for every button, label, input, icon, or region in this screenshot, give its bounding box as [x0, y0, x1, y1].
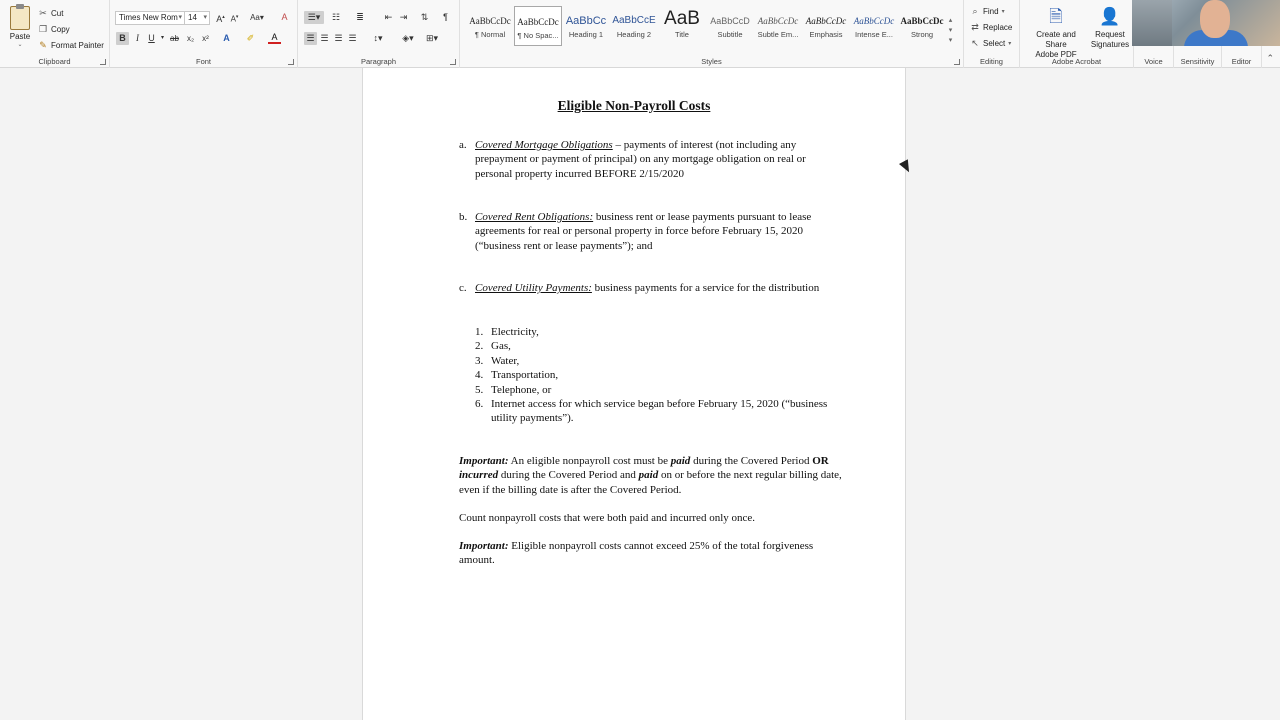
style-sample: AaBbCcDc — [517, 17, 559, 27]
utility-list-item — [475, 325, 845, 339]
signature-user-icon: 👤 — [1099, 7, 1121, 26]
numbering-icon[interactable]: ☷ — [331, 12, 341, 22]
document-title: Eligible Non-Payroll Costs — [557, 98, 711, 113]
list-item — [459, 281, 845, 295]
bullets-icon[interactable]: ☰▾ — [304, 11, 324, 24]
important-label: Important: — [459, 540, 509, 552]
style-sample: AaB — [664, 8, 700, 29]
style-normal[interactable] — [466, 6, 514, 46]
item-heading: Covered Rent Obligations: — [475, 211, 594, 223]
ribbon — [0, 0, 1280, 68]
style-no-spacing[interactable] — [514, 6, 562, 46]
font-group-label: Font — [195, 57, 211, 66]
webcam-person-head — [1200, 0, 1230, 38]
style-name: Emphasis — [809, 30, 843, 39]
clipboard-group-label: Clipboard — [38, 57, 71, 66]
list-text: Internet access for which service began before February 15, 2020 (“business utility payments”). — [491, 398, 828, 425]
style-heading-2[interactable] — [610, 6, 658, 46]
cut-button[interactable] — [38, 8, 63, 18]
paragraph-text: Eligible nonpayroll costs cannot exceed 25% of the total forgiveness amount. — [459, 540, 814, 567]
paragraph-dialog-launcher[interactable] — [450, 59, 456, 65]
editing-group-label: Editing — [980, 57, 1003, 66]
decrease-indent-icon[interactable]: ⇤ — [384, 12, 393, 22]
collapse-ribbon-icon[interactable]: ⌃ — [1266, 53, 1274, 63]
align-right-icon[interactable]: ☰ — [334, 33, 343, 43]
style-sample: AaBbCcE — [612, 15, 656, 26]
chevron-down-icon: ▾ — [203, 14, 207, 21]
utility-list-item — [475, 354, 845, 368]
request-label-2: Signatures — [1090, 40, 1130, 49]
item-body — [475, 281, 845, 295]
item-heading: Covered Mortgage Obligations — [475, 139, 613, 151]
text-effects-icon[interactable]: A — [223, 33, 230, 43]
list-number: 6. — [475, 398, 484, 411]
increase-indent-icon[interactable]: ⇥ — [399, 12, 408, 22]
create-pdf-label-2: Adobe PDF — [1035, 50, 1077, 59]
shading-icon[interactable]: ◈▾ — [402, 33, 414, 43]
chevron-down-icon: ▾ — [178, 14, 182, 21]
utility-list-item — [475, 383, 845, 397]
paragraph-text: during the Covered Period and — [498, 469, 639, 482]
underline-icon[interactable]: U — [148, 33, 155, 43]
search-icon: ⌕ — [972, 6, 978, 16]
chevron-down-icon: ▾ — [1008, 40, 1012, 47]
style-name: ¶ Normal — [474, 30, 506, 39]
style-strong[interactable] — [898, 6, 946, 46]
clipboard-icon — [10, 6, 30, 30]
font-group — [110, 0, 298, 68]
style-name: Strong — [910, 30, 934, 39]
style-subtle-emphasis[interactable] — [754, 6, 802, 46]
clipboard-dialog-launcher[interactable] — [100, 59, 106, 65]
list-text: Gas, — [491, 340, 511, 353]
justify-icon[interactable]: ☰ — [348, 33, 357, 43]
list-number: 2. — [475, 340, 484, 353]
important-paragraph-1 — [459, 454, 845, 497]
align-center-icon[interactable]: ☰ — [320, 33, 329, 43]
important-label: Important: — [459, 455, 509, 467]
paragraph-group-label: Paragraph — [360, 57, 397, 66]
italic-icon[interactable]: I — [136, 33, 139, 43]
select-button[interactable] — [970, 38, 1011, 48]
strikethrough-icon[interactable]: ab — [170, 34, 179, 43]
list-text: Water, — [491, 354, 520, 367]
list-text: Transportation, — [491, 369, 559, 382]
find-label: Find — [983, 6, 999, 16]
font-size-value: 14 — [188, 13, 197, 22]
paragraph-text: during the Covered Period — [690, 455, 813, 467]
style-sample: AaBbCc — [565, 15, 607, 27]
font-dialog-launcher[interactable] — [288, 59, 294, 65]
emphasis-paid: paid — [638, 469, 659, 482]
chevron-down-icon: ▾ — [1001, 8, 1005, 15]
clear-formatting-icon[interactable]: A — [281, 12, 288, 22]
shrink-font-icon[interactable]: A▾ — [230, 14, 239, 24]
style-heading-1[interactable] — [562, 6, 610, 46]
align-left-icon[interactable]: ☰ — [304, 32, 317, 45]
list-number: 5. — [475, 383, 484, 396]
bold-icon[interactable]: B — [116, 32, 129, 45]
list-item — [459, 210, 845, 253]
paragraph-group — [298, 0, 460, 68]
pdf-document-icon: 🗎 — [1049, 7, 1063, 26]
font-name-value: Times New Rom — [119, 13, 178, 22]
emphasis-or: OR — [812, 455, 829, 467]
list-number: 3. — [475, 354, 484, 367]
change-case-icon[interactable]: Aa▾ — [250, 13, 264, 22]
multilevel-list-icon[interactable]: ≣ — [356, 12, 364, 22]
pilcrow-icon[interactable]: ¶ — [443, 12, 448, 22]
sort-icon[interactable]: ⇅ — [420, 12, 429, 22]
replace-label: Replace — [983, 22, 1013, 32]
style-sample: AaBbCcD — [710, 16, 750, 26]
list-number: 4. — [475, 369, 484, 382]
style-name: Intense E... — [855, 30, 893, 39]
utility-list-item — [475, 339, 845, 353]
item-letter: a. — [459, 139, 467, 151]
grow-font-icon[interactable]: A▴ — [216, 14, 225, 24]
style-sample: AaBbCcDc — [805, 16, 847, 26]
style-title[interactable] — [658, 6, 706, 46]
style-sample: AaBbCcDc — [853, 16, 895, 26]
paragraph-text: An eligible nonpayroll cost must be — [508, 455, 671, 467]
line-spacing-icon[interactable]: ↕▾ — [373, 33, 383, 43]
acrobat-group-label: Adobe Acrobat — [1051, 57, 1102, 66]
format-painter-label: Format Painter — [51, 40, 104, 50]
emphasis-paid: paid — [670, 455, 691, 467]
sensitivity-label: Sensitivity — [1180, 57, 1215, 66]
styles-dialog-launcher[interactable] — [954, 59, 960, 65]
cursor-select-icon: ↖ — [971, 38, 979, 48]
style-name: Heading 2 — [616, 30, 652, 39]
format-painter-button[interactable] — [38, 40, 104, 50]
style-intense-emphasis[interactable] — [850, 6, 898, 46]
acrobat-group — [1020, 0, 1134, 68]
item-letter: c. — [459, 282, 467, 294]
subscript-icon[interactable]: x₂ — [186, 34, 195, 43]
list-text: Electricity, — [491, 326, 539, 338]
copy-button[interactable] — [38, 24, 70, 34]
clipboard-group — [0, 0, 110, 68]
copy-icon: ❐ — [38, 24, 48, 34]
item-body — [475, 138, 845, 181]
copy-label: Copy — [51, 24, 70, 34]
editing-group — [964, 0, 1020, 68]
font-color-icon[interactable]: A — [268, 32, 281, 44]
list-number: 1. — [475, 326, 484, 338]
paragraph-text: on or before the next regular billing date, even if the billing date is after the Covered Period. — [459, 469, 842, 496]
font-name-combo[interactable] — [115, 11, 185, 25]
style-name: Heading 1 — [568, 30, 604, 39]
document-page[interactable] — [362, 68, 906, 720]
item-text: business payments for a service for the distribution — [591, 282, 820, 294]
webcam-overlay — [1132, 0, 1280, 46]
item-text: business rent or lease payments pursuant to lease agreements for real or personal property in force before February 15, 2020 (“business rent or lease payments”); and — [475, 211, 812, 252]
emphasis-incurred: incurred — [459, 469, 499, 482]
paste-label: Paste — [9, 32, 31, 41]
styles-gallery — [466, 6, 954, 48]
highlighter-icon[interactable]: ✐ — [246, 33, 255, 43]
important-paragraph-2 — [459, 539, 845, 568]
list-item — [459, 138, 845, 181]
item-letter: b. — [459, 211, 468, 223]
voice-label: Voice — [1144, 57, 1163, 66]
find-button[interactable] — [970, 6, 1005, 16]
style-name: Subtle Em... — [757, 30, 799, 39]
create-pdf-label-1: Create and Share — [1036, 30, 1076, 49]
style-name: ¶ No Spac... — [517, 31, 559, 40]
styles-gallery-scroll[interactable]: ▴ ▾ ▾ — [948, 17, 953, 44]
utility-list — [475, 325, 845, 426]
style-sample: AaBbCcDc — [469, 16, 511, 26]
paintbrush-icon: ✎ — [39, 40, 47, 50]
style-subtitle[interactable] — [706, 6, 754, 46]
webcam-background — [1132, 0, 1172, 46]
style-emphasis[interactable] — [802, 6, 850, 46]
create-share-pdf-button[interactable] — [1026, 6, 1086, 60]
editor-label: Editor — [1231, 57, 1252, 66]
document-canvas[interactable] — [0, 68, 1280, 720]
style-name: Subtitle — [717, 30, 743, 39]
request-signatures-button[interactable] — [1088, 6, 1132, 50]
count-note-paragraph: Count nonpayroll costs that were both paid and incurred only once. — [459, 512, 756, 524]
font-size-combo[interactable] — [184, 11, 210, 25]
item-text: – payments of interest (not including any prepayment or payment of principal) on any mortgage obligation on real or personal property incurred BEFORE 2/15/2020 — [475, 139, 806, 180]
utility-list-item — [475, 368, 845, 382]
scissors-icon: ✂ — [39, 8, 47, 18]
replace-icon: ⇄ — [971, 22, 979, 32]
select-label: Select — [983, 38, 1006, 48]
item-body — [475, 210, 845, 253]
request-label-1: Request — [1095, 30, 1125, 39]
replace-button[interactable] — [970, 22, 1012, 32]
paste-button[interactable]: Paste ⌄ — [6, 6, 34, 48]
borders-icon[interactable]: ⊞▾ — [425, 33, 439, 43]
list-text: Telephone, or — [491, 383, 552, 396]
item-heading: Covered Utility Payments: — [475, 282, 592, 294]
utility-list-item — [475, 397, 845, 426]
styles-group-label: Styles — [701, 57, 722, 66]
style-name: Title — [675, 30, 689, 39]
cut-label: Cut — [51, 8, 64, 18]
style-sample: AaBbCcDc — [757, 16, 799, 26]
style-sample: AaBbCcDc — [900, 16, 944, 26]
chevron-down-icon[interactable]: ▾ — [160, 35, 164, 41]
superscript-icon[interactable]: x² — [202, 34, 209, 43]
